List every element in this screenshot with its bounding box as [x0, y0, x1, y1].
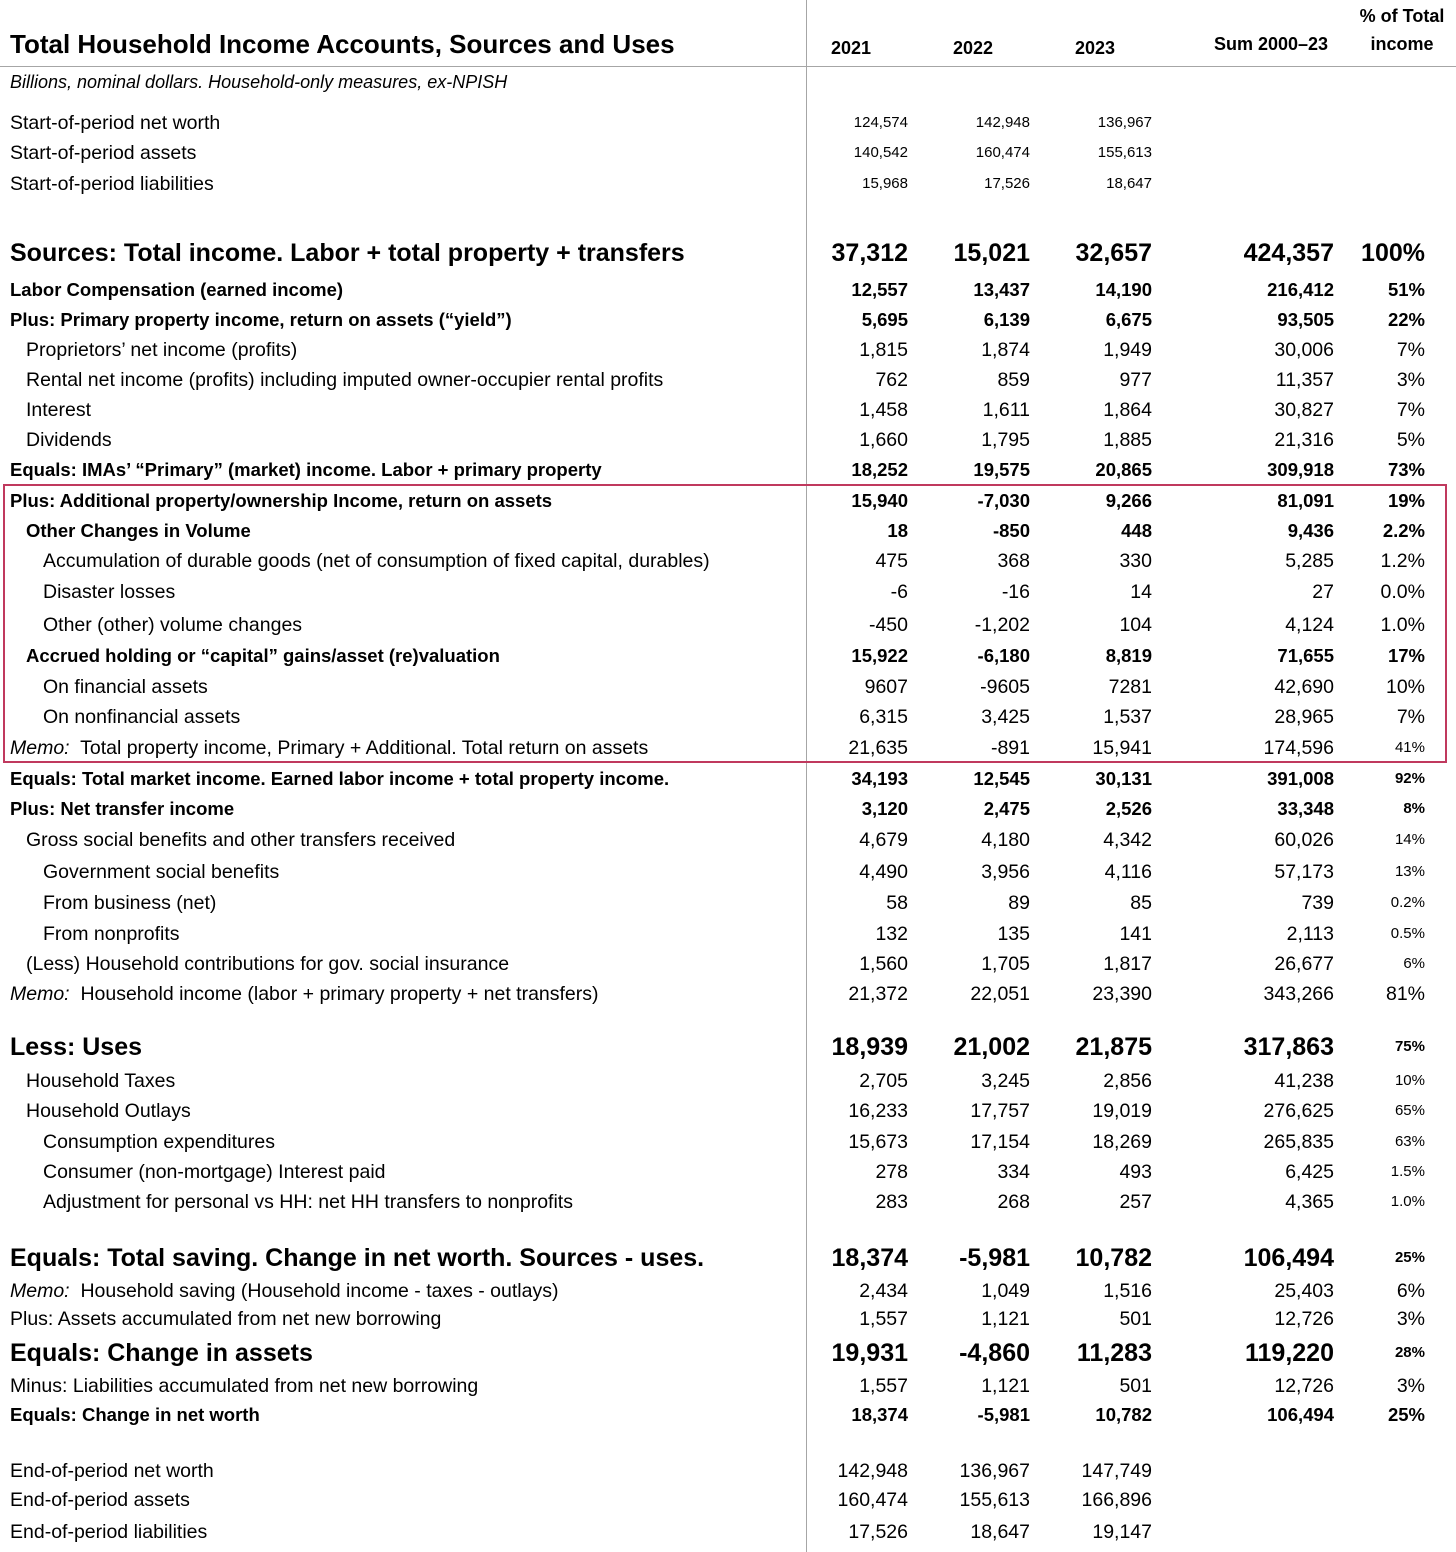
- value-2023: 14,190: [1095, 279, 1152, 300]
- memo-prefix: Memo:: [10, 737, 70, 759]
- table-row: [0, 888, 1456, 918]
- table-row: [0, 1456, 1456, 1486]
- table-title: Total Household Income Accounts, Sources and Uses: [10, 29, 675, 59]
- value-2022: 19,575: [973, 459, 1030, 480]
- value-pct: 10%: [1385, 676, 1425, 698]
- value-2021: 12,557: [851, 279, 908, 300]
- table-row: [0, 1371, 1456, 1401]
- table-row: [0, 1400, 1456, 1430]
- value-2021: 283: [875, 1191, 908, 1213]
- value-2023: 1,885: [1103, 429, 1152, 451]
- value-sum: 27: [1312, 581, 1334, 603]
- value-pct: 1.0%: [1380, 614, 1425, 636]
- row-label: Rental net income (profits) including imputed owner-occupier rental profits: [26, 369, 664, 391]
- value-2021: 4,490: [859, 861, 908, 883]
- value-2022: 17,154: [970, 1131, 1030, 1153]
- row-label: Other (other) volume changes: [43, 614, 303, 636]
- value-pct: 10%: [1394, 1072, 1425, 1089]
- value-sum: 60,026: [1274, 829, 1334, 851]
- value-pct: 73%: [1387, 459, 1425, 480]
- value-2022: -5,981: [977, 1404, 1030, 1425]
- value-2022: 17,526: [984, 175, 1030, 192]
- table-row: [0, 395, 1456, 425]
- value-2023: 7281: [1108, 676, 1152, 698]
- memo-prefix: Memo:: [10, 1280, 70, 1302]
- table-row: [0, 1187, 1456, 1217]
- value-pct: 1.0%: [1390, 1193, 1425, 1210]
- value-2021: 2,434: [859, 1280, 908, 1302]
- row-label: End-of-period liabilities: [10, 1521, 208, 1543]
- table-row: [0, 919, 1456, 949]
- row-label: Adjustment for personal vs HH: net HH transfers to nonprofits: [43, 1191, 573, 1213]
- table-row: [0, 138, 1456, 168]
- value-2023: 147,749: [1081, 1460, 1152, 1482]
- value-2022: 21,002: [953, 1033, 1030, 1061]
- value-pct: 25%: [1387, 1404, 1425, 1425]
- value-2023: 1,949: [1103, 339, 1152, 361]
- value-sum: 119,220: [1245, 1339, 1334, 1367]
- value-pct: 3%: [1396, 369, 1425, 391]
- value-sum: 276,625: [1263, 1100, 1334, 1122]
- value-2022: 1,611: [982, 399, 1030, 421]
- value-2022: 268: [997, 1191, 1030, 1213]
- value-2021: 15,673: [848, 1131, 908, 1153]
- row-label: [10, 1276, 558, 1306]
- row-label: Equals: IMAs’ “Primary” (market) income. Labor + primary property: [10, 459, 602, 480]
- value-pct: 1.2%: [1380, 550, 1425, 572]
- row-label: Dividends: [26, 429, 112, 451]
- value-2021: 9607: [864, 676, 908, 698]
- value-2022: 3,425: [981, 706, 1030, 728]
- row-label: Minus: Liabilities accumulated from net new borrowing: [10, 1375, 479, 1397]
- value-2021: 1,560: [859, 953, 908, 975]
- value-2021: 4,679: [859, 829, 908, 851]
- value-sum: 343,266: [1263, 983, 1334, 1005]
- value-2023: 9,266: [1105, 490, 1152, 511]
- value-2022: -1,202: [974, 614, 1030, 636]
- value-sum: 81,091: [1277, 490, 1334, 511]
- value-pct: 28%: [1394, 1344, 1425, 1361]
- value-2022: 1,049: [981, 1280, 1030, 1302]
- value-2021: 15,922: [851, 645, 908, 666]
- value-2023: 155,613: [1097, 144, 1152, 161]
- row-label-text: Household saving (Household income - taxes - outlays): [69, 1280, 559, 1302]
- value-2021: 18,374: [851, 1404, 908, 1425]
- value-sum: 21,316: [1274, 429, 1334, 451]
- value-2023: 104: [1119, 614, 1152, 636]
- value-2022: 334: [997, 1161, 1030, 1183]
- value-pct: 25%: [1394, 1249, 1425, 1266]
- row-label: Sources: Total income. Labor + total property + transfers: [10, 239, 685, 267]
- table-subtitle: Billions, nominal dollars. Household-only measures, ex-NPISH: [10, 72, 508, 92]
- value-2021: 34,193: [851, 768, 908, 789]
- value-2021: 278: [875, 1161, 908, 1183]
- row-label: Plus: Primary property income, return on assets (“yield”): [10, 309, 512, 330]
- row-label: Household Outlays: [26, 1100, 191, 1122]
- value-2023: 4,342: [1103, 829, 1152, 851]
- value-pct: 19%: [1387, 490, 1425, 511]
- value-pct: 7%: [1396, 399, 1425, 421]
- value-2021: 132: [875, 923, 908, 945]
- value-sum: 5,285: [1285, 550, 1334, 572]
- row-label: Plus: Net transfer income: [10, 798, 235, 819]
- value-sum: 57,173: [1274, 861, 1334, 883]
- row-label: Disaster losses: [43, 581, 176, 603]
- row-label: [10, 979, 599, 1009]
- row-label: Proprietors’ net income (profits): [26, 339, 298, 361]
- value-2022: -16: [1001, 581, 1030, 603]
- row-label: Start-of-period assets: [10, 142, 197, 164]
- value-sum: 42,690: [1274, 676, 1334, 698]
- value-2021: 2,705: [859, 1070, 908, 1092]
- value-pct: 3%: [1396, 1375, 1425, 1397]
- table-row: [0, 365, 1456, 395]
- value-2021: 21,635: [848, 737, 908, 759]
- value-pct: 0.2%: [1390, 894, 1425, 911]
- row-label: Start-of-period net worth: [10, 112, 221, 134]
- value-sum: 4,124: [1285, 614, 1334, 636]
- table-row: [0, 1127, 1456, 1157]
- row-label: Gross social benefits and other transfers received: [26, 829, 456, 851]
- table-row: [0, 275, 1456, 305]
- value-2022: 22,051: [970, 983, 1030, 1005]
- row-label: Accumulation of durable goods (net of consumption of fixed capital, durables): [43, 550, 710, 572]
- table-row: [0, 979, 1456, 1009]
- value-sum: 11,357: [1275, 369, 1334, 391]
- row-label: Interest: [26, 399, 92, 421]
- value-2022: 135: [997, 923, 1030, 945]
- value-2022: 13,437: [973, 279, 1030, 300]
- value-2021: 1,815: [859, 339, 908, 361]
- row-label: Equals: Total saving. Change in net worth. Sources - uses.: [10, 1244, 705, 1272]
- value-2021: 18: [887, 520, 908, 541]
- value-pct: 22%: [1387, 309, 1425, 330]
- value-sum: 265,835: [1263, 1131, 1334, 1153]
- value-2021: 19,931: [831, 1339, 908, 1367]
- value-sum: 30,827: [1274, 399, 1334, 421]
- table-row: [0, 335, 1456, 365]
- value-2021: 762: [875, 369, 908, 391]
- value-sum: 12,726: [1274, 1308, 1334, 1330]
- value-2023: 10,782: [1095, 1404, 1152, 1425]
- value-sum: 12,726: [1274, 1375, 1334, 1397]
- additional-property-highlight-box: [3, 484, 1447, 763]
- value-2021: 18,252: [851, 459, 908, 480]
- value-sum: 26,677: [1274, 953, 1334, 975]
- value-2022: 1,795: [981, 429, 1030, 451]
- value-2021: 475: [875, 550, 908, 572]
- row-label: From nonprofits: [43, 923, 180, 945]
- value-pct: 0.0%: [1380, 581, 1425, 603]
- memo-prefix: Memo:: [10, 983, 70, 1005]
- value-2022: 3,245: [981, 1070, 1030, 1092]
- value-2023: 1,864: [1103, 399, 1152, 421]
- row-label: End-of-period assets: [10, 1489, 190, 1511]
- header-2021: 2021: [830, 38, 872, 58]
- value-2022: -5,981: [959, 1244, 1030, 1272]
- table-row: [0, 169, 1456, 199]
- row-label: Consumption expenditures: [43, 1131, 275, 1153]
- row-label: Plus: Assets accumulated from net new borrowing: [10, 1308, 442, 1330]
- value-sum: 30,006: [1274, 339, 1334, 361]
- value-pct: 6%: [1396, 1280, 1425, 1302]
- value-2022: -9605: [980, 676, 1030, 698]
- value-2023: 136,967: [1097, 114, 1152, 131]
- value-2022: 1,121: [981, 1308, 1030, 1330]
- value-2021: 21,372: [848, 983, 908, 1005]
- value-2022: 142,948: [975, 114, 1030, 131]
- value-pct: 65%: [1394, 1102, 1425, 1119]
- value-2022: -891: [990, 737, 1030, 759]
- value-2022: 1,874: [981, 339, 1030, 361]
- row-label: On nonfinancial assets: [43, 706, 241, 728]
- value-pct: 3%: [1396, 1308, 1425, 1330]
- value-2022: 17,757: [970, 1100, 1030, 1122]
- table-row: [0, 108, 1456, 138]
- value-sum: 739: [1301, 892, 1334, 914]
- value-sum: 6,425: [1285, 1161, 1334, 1183]
- value-2022: -850: [992, 520, 1030, 541]
- table-row: [0, 1517, 1456, 1547]
- value-2023: 1,817: [1103, 953, 1152, 975]
- value-sum: 33,348: [1277, 798, 1334, 819]
- value-2021: 16,233: [848, 1100, 908, 1122]
- value-2023: 19,147: [1092, 1521, 1152, 1543]
- value-2023: 19,019: [1092, 1100, 1152, 1122]
- value-2023: 2,856: [1103, 1070, 1152, 1092]
- value-pct: 63%: [1394, 1133, 1425, 1150]
- table-row: [0, 1096, 1456, 1126]
- value-2023: 501: [1119, 1375, 1152, 1397]
- row-label: Consumer (non-mortgage) Interest paid: [43, 1161, 386, 1183]
- value-2023: 15,941: [1092, 737, 1152, 759]
- header-pct-line1: % of Total: [1359, 6, 1445, 26]
- value-2023: 257: [1119, 1191, 1152, 1213]
- value-2022: 3,956: [981, 861, 1030, 883]
- value-pct: 17%: [1387, 645, 1425, 666]
- value-2023: 23,390: [1092, 983, 1152, 1005]
- value-sum: 216,412: [1267, 279, 1334, 300]
- value-2022: 368: [997, 550, 1030, 572]
- value-2021: -450: [868, 614, 908, 636]
- row-label: (Less) Household contributions for gov. social insurance: [26, 953, 510, 975]
- value-2022: 859: [997, 369, 1030, 391]
- table-row: [0, 764, 1456, 794]
- value-2021: 1,660: [859, 429, 908, 451]
- value-pct: 51%: [1387, 279, 1425, 300]
- value-2021: 142,948: [837, 1460, 908, 1482]
- value-2021: 17,526: [848, 1521, 908, 1543]
- value-2021: 1,557: [859, 1375, 908, 1397]
- table-row: [0, 949, 1456, 979]
- value-sum: 317,863: [1243, 1033, 1334, 1061]
- value-pct: 13%: [1394, 863, 1425, 880]
- value-2023: 977: [1119, 369, 1152, 391]
- table-row: [0, 825, 1456, 855]
- value-2022: 4,180: [981, 829, 1030, 851]
- row-label: Start-of-period liabilities: [10, 173, 214, 195]
- value-2022: 15,021: [953, 239, 1030, 267]
- row-label: Other Changes in Volume: [26, 520, 251, 541]
- value-2023: 141: [1119, 923, 1152, 945]
- value-sum: 2,113: [1286, 923, 1334, 945]
- value-pct: 7%: [1396, 339, 1425, 361]
- value-2021: 18,374: [831, 1244, 908, 1272]
- table-row: [0, 1157, 1456, 1187]
- value-2023: 18,269: [1092, 1131, 1152, 1153]
- value-2021: 140,542: [853, 144, 908, 161]
- table-row: [0, 455, 1456, 485]
- value-2023: 1,516: [1103, 1280, 1152, 1302]
- value-2022: 1,705: [981, 953, 1030, 975]
- value-2022: -7,030: [977, 490, 1030, 511]
- value-pct: 6%: [1403, 955, 1425, 972]
- row-label: Plus: Additional property/ownership Income, return on assets: [10, 490, 553, 511]
- value-2021: -6: [890, 581, 908, 603]
- value-sum: 309,918: [1267, 459, 1334, 480]
- value-2023: 493: [1119, 1161, 1152, 1183]
- value-2021: 5,695: [861, 309, 908, 330]
- value-2021: 3,120: [861, 798, 908, 819]
- value-2023: 8,819: [1105, 645, 1152, 666]
- value-pct: 41%: [1394, 739, 1425, 756]
- value-2022: 136,967: [959, 1460, 1030, 1482]
- table-row: [0, 1485, 1456, 1515]
- value-2021: 15,940: [851, 490, 908, 511]
- value-2022: 1,121: [981, 1375, 1030, 1397]
- value-pct: 81%: [1385, 983, 1425, 1005]
- value-2023: 4,116: [1104, 861, 1152, 883]
- value-pct: 75%: [1394, 1038, 1425, 1055]
- table-row: [0, 794, 1456, 824]
- row-label: Equals: Change in net worth: [10, 1404, 260, 1425]
- value-2023: 166,896: [1081, 1489, 1152, 1511]
- value-2021: 160,474: [837, 1489, 908, 1511]
- value-2022: 18,647: [970, 1521, 1030, 1543]
- value-2022: 155,613: [959, 1489, 1030, 1511]
- row-label: Equals: Total market income. Earned labor income + total property income.: [10, 768, 670, 789]
- value-2023: 330: [1119, 550, 1152, 572]
- value-pct: 0.5%: [1390, 925, 1425, 942]
- value-2021: 6,315: [859, 706, 908, 728]
- value-sum: 424,357: [1243, 239, 1334, 267]
- value-pct: 14%: [1394, 831, 1425, 848]
- value-2023: 6,675: [1105, 309, 1152, 330]
- value-sum: 71,655: [1277, 645, 1334, 666]
- value-pct: 92%: [1394, 770, 1425, 787]
- value-2022: -4,860: [959, 1339, 1030, 1367]
- header-pct-line2: income: [1370, 34, 1434, 54]
- value-2021: 1,458: [859, 399, 908, 421]
- value-2023: 20,865: [1095, 459, 1152, 480]
- value-2022: 89: [1008, 892, 1030, 914]
- row-label: Labor Compensation (earned income): [10, 279, 344, 300]
- value-pct: 7%: [1396, 706, 1425, 728]
- table-row: [0, 1032, 1456, 1062]
- value-sum: 9,436: [1287, 520, 1334, 541]
- value-2021: 18,939: [831, 1033, 908, 1061]
- table-row: [0, 305, 1456, 335]
- value-2022: 12,545: [973, 768, 1030, 789]
- value-sum: 174,596: [1263, 737, 1334, 759]
- value-sum: 106,494: [1267, 1404, 1334, 1425]
- value-pct: 5%: [1396, 429, 1425, 451]
- value-2023: 32,657: [1075, 239, 1152, 267]
- row-label-text: Household income (labor + primary property + net transfers): [69, 983, 599, 1005]
- value-2023: 448: [1121, 520, 1152, 541]
- value-2023: 501: [1119, 1308, 1152, 1330]
- value-pct: 8%: [1403, 800, 1425, 817]
- value-2023: 14: [1130, 581, 1152, 603]
- value-pct: 100%: [1361, 239, 1425, 267]
- value-2021: 37,312: [831, 239, 908, 267]
- value-sum: 41,238: [1274, 1070, 1334, 1092]
- table-row: [0, 857, 1456, 887]
- table-row: [0, 238, 1456, 268]
- value-2023: 2,526: [1105, 798, 1152, 819]
- table-row: [0, 1276, 1456, 1306]
- value-2023: 10,782: [1075, 1244, 1152, 1272]
- value-2022: 2,475: [983, 798, 1030, 819]
- value-2023: 11,283: [1076, 1339, 1152, 1367]
- header-divider-horizontal: [0, 66, 1456, 67]
- value-sum: 93,505: [1277, 309, 1334, 330]
- value-2021: 1,557: [859, 1308, 908, 1330]
- header-sum: Sum 2000–23: [1213, 34, 1329, 54]
- table-row: [0, 1066, 1456, 1096]
- value-2021: 124,574: [853, 114, 908, 131]
- row-label: On financial assets: [43, 676, 208, 698]
- row-label: From business (net): [43, 892, 217, 914]
- value-2021: 58: [886, 892, 908, 914]
- value-sum: 4,365: [1285, 1191, 1334, 1213]
- value-pct: 1.5%: [1390, 1163, 1425, 1180]
- table-row: [0, 1304, 1456, 1334]
- value-2021: 15,968: [862, 175, 908, 192]
- row-label: End-of-period net worth: [10, 1460, 214, 1482]
- row-label: Accrued holding or “capital” gains/asset (re)valuation: [26, 645, 500, 666]
- value-2023: 21,875: [1075, 1033, 1152, 1061]
- row-label: Government social benefits: [43, 861, 280, 883]
- table-row: [0, 425, 1456, 455]
- value-2023: 1,537: [1103, 706, 1152, 728]
- row-label-text: Total property income, Primary + Additional. Total return on assets: [69, 737, 649, 759]
- value-2023: 85: [1130, 892, 1152, 914]
- value-2023: 18,647: [1106, 175, 1152, 192]
- header-2022: 2022: [952, 38, 994, 58]
- value-2022: -6,180: [977, 645, 1030, 666]
- row-label: Household Taxes: [26, 1070, 176, 1092]
- value-sum: 25,403: [1274, 1280, 1334, 1302]
- value-sum: 106,494: [1243, 1244, 1334, 1272]
- value-2022: 160,474: [975, 144, 1030, 161]
- value-pct: 2.2%: [1382, 520, 1425, 541]
- table-row: [0, 1338, 1456, 1368]
- table-row: [0, 1243, 1456, 1273]
- value-sum: 391,008: [1267, 768, 1334, 789]
- row-label: Equals: Change in assets: [10, 1339, 313, 1367]
- value-sum: 28,965: [1274, 706, 1334, 728]
- value-2023: 30,131: [1095, 768, 1152, 789]
- row-label: Less: Uses: [10, 1033, 143, 1061]
- header-2023: 2023: [1074, 38, 1116, 58]
- value-2022: 6,139: [983, 309, 1030, 330]
